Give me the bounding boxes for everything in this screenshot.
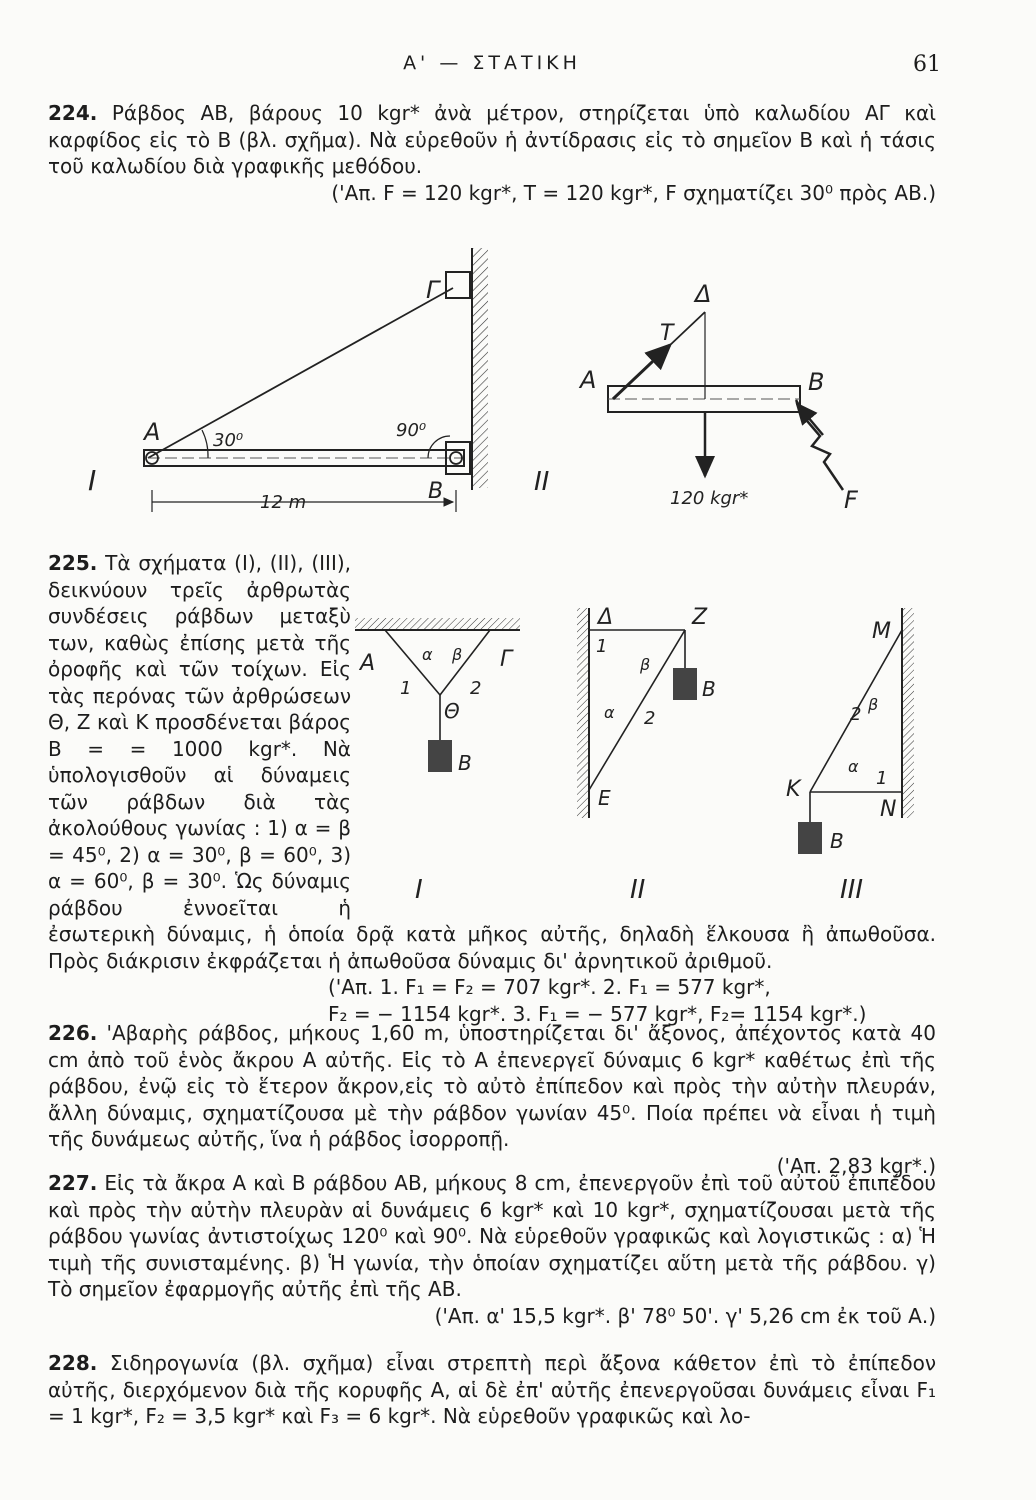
- label-weight: 120 kgr*: [670, 488, 749, 509]
- label-a: A: [144, 418, 161, 446]
- label-m-3: M: [872, 619, 891, 644]
- wall: [472, 248, 488, 488]
- figure-224: [48, 240, 948, 540]
- label-b-fbd: B: [808, 368, 825, 396]
- label-delta-2: Δ: [598, 605, 614, 630]
- label-length: 12 m: [260, 492, 307, 513]
- label-n-3: N: [880, 797, 897, 822]
- label-angle-30: 30⁰: [213, 430, 244, 451]
- label-a-fbd: A: [580, 366, 597, 394]
- page-number: 61: [913, 52, 941, 77]
- label-two-1: 2: [470, 678, 482, 699]
- label-beta-1: β: [452, 645, 463, 664]
- label-k-3: K: [786, 777, 801, 802]
- problem-228: [48, 1350, 936, 1430]
- label-t: T: [660, 321, 674, 346]
- label-one-1: 1: [400, 678, 412, 699]
- label-roman-2: II: [630, 875, 646, 905]
- label-f: F: [844, 486, 858, 514]
- rod-1-right: [440, 630, 490, 695]
- label-zeta-2: Z: [692, 605, 708, 630]
- problem-224: [48, 100, 936, 206]
- figure-225: [340, 600, 940, 920]
- label-alpha-3: α: [848, 757, 859, 776]
- label-b-1: B: [458, 751, 472, 775]
- label-b-3: B: [830, 829, 844, 853]
- problem-number: 227.: [48, 1171, 98, 1195]
- page-header: [48, 52, 941, 82]
- label-two-3: 2: [850, 704, 862, 725]
- problem-answer-2: F₂ = − 1154 kgr*. 3. F₁ = − 577 kgr*, F₂= 1154 kgr*.): [328, 1001, 867, 1026]
- label-g-1: Γ: [500, 647, 513, 672]
- label-beta-2: β: [640, 655, 651, 674]
- label-roman-3: III: [840, 875, 864, 905]
- problem-number: 226.: [48, 1021, 98, 1045]
- problem-number: 224.: [48, 101, 98, 125]
- problem-number: 228.: [48, 1351, 98, 1375]
- problem-answer-1: ('Απ. 1. F₁ = F₂ = 707 kgr*. 2. F₁ = 577 kgr*,: [328, 975, 771, 999]
- problem-text: Τὰ σχήματα (Ι), (ΙΙ), (ΙΙΙ), δεικνύουν τρεῖς ἀρθρωτὰς συνδέσεις ράβδων μεταξὺ των, καθὼς ἐπίσης μετὰ τῆς ὀροφῆς καὶ τῶν τοίχων. Εἰς τὰς περόνας τῶν ἀρθρώσεων Θ, Ζ καὶ Κ προσδένεται βάρος Β = = 1000 kgr*. Νὰ ὑπολογισθοῦν αἱ δύναμεις τῶν ράβδων διὰ τὰς ἀκολούθους γωνίας : 1) α = β = 45⁰, 2) α = 30⁰, β = 60⁰, 3) α = 60⁰, β = 30⁰. Ὡς δύναμις ράβδου ἐννοεῖται ἡ ἐσωτερικὴ δύναμις, ἡ ὁποία δρᾷ κατὰ μῆκος αὐτῆς, δηλαδὴ ἕλκουσα ἢ ἀπωθοῦσα. Πρὸς διάκρισιν ἐκφράζεται ἡ ἀπωθοῦσα δύναμις δι' ἀρνητικοῦ ἀριθμοῦ.: [48, 551, 936, 973]
- label-two-2: 2: [644, 708, 656, 729]
- problem-answer: ('Απ. 2,83 kgr*.): [776, 1153, 936, 1178]
- wall-2: [577, 608, 589, 818]
- label-one-2: 1: [596, 636, 608, 657]
- problem-text: Εἰς τὰ ἄκρα Α καὶ Β ράβδου ΑΒ, μήκους 8 cm, ἐπενεργοῦν ἐπὶ τοῦ αὐτοῦ ἐπιπέδου καὶ πρὸς τὴν αὐτὴν πλευρὰν αἱ δυνάμεις 6 kgr* καὶ 10 kgr*, σχηματίζουσαι μετὰ τῆς ράβδου γωνίας ἀντιστοίχως 120⁰ καὶ 90⁰. Νὰ εὑρεθοῦν γραφικῶς καὶ λογιστικῶς : α) Ἡ τιμὴ τῆς συνισταμένης. β) Ἡ γωνία, τὴν ὁποίαν σχηματίζει αὕτη μετὰ τῆς ράβδου. γ) Τὸ σημεῖον ἐφαρμογῆς αὐτῆς ἐπὶ τῆς ΑΒ.: [48, 1171, 936, 1301]
- label-alpha-1: α: [422, 645, 433, 664]
- label-delta: Δ: [695, 280, 712, 308]
- label-roman-1: I: [415, 875, 423, 905]
- wall-3: [902, 608, 914, 818]
- problem-text: 'Αβαρὴς ράβδος, μήκους 1,60 m, ὑποστηρίζεται δι' ἄξονος, ἀπέχοντος κατὰ 40 cm ἀπὸ τοῦ ἑνὸς ἄκρου Α αὐτῆς. Εἰς τὸ Α ἐπενεργεῖ δύναμις 6 kgr* καθέτως ἐπὶ τῆς ράβδου, ἐνῷ εἰς τὸ ἕτερον ἄκρον,εἰς τὸ αὐτὸ ἐπίπεδον καὶ πρὸς τὴν αὐτὴν πλευράν, ἄλλη δύναμις, σχηματίζουσα μὲ τὴν ράβδον γωνίαν 45⁰. Ποία πρέπει νὰ εἶναι ἡ τιμὴ τῆς δυνάμεως αὐτῆς, ἵνα ἡ ράβδος ἰσορροπῇ.: [48, 1021, 937, 1151]
- label-alpha-2: α: [604, 703, 615, 722]
- label-epsilon-2: E: [598, 786, 611, 810]
- problem-227: [48, 1170, 936, 1329]
- label-angle-90: 90⁰: [396, 420, 427, 441]
- problem-226: [48, 1020, 936, 1179]
- force-f-arrow: [797, 404, 823, 435]
- weight-3: [798, 822, 822, 854]
- label-roman-2: II: [534, 467, 550, 497]
- label-roman-1: I: [88, 464, 97, 497]
- label-beta-3: β: [868, 695, 879, 714]
- problem-answer: ('Απ. α' 15,5 kgr*. β' 78⁰ 50'. γ' 5,26 cm ἐκ τοῦ Α.): [434, 1303, 936, 1328]
- tension-arrow: [613, 345, 670, 399]
- problem-text: Σιδηρογωνία (βλ. σχῆμα) εἶναι στρεπτὴ περὶ ἄξονα κάθετον ἐπὶ τὸ ἐπίπεδον αὐτῆς, διερχόμενον διὰ τῆς κορυφῆς Α, αἱ δὲ ἐπ' αὐτῆς ἐπενεργοῦσαι δυνάμεις εἶναι F₁ = 1 kgr*, F₂ = 3,5 kgr* καὶ F₃ = 6 kgr*. Νὰ εὑρεθοῦν γραφικῶς καὶ λο-: [48, 1351, 937, 1428]
- problem-text: Ράβδος ΑΒ, βάρους 10 kgr* ἀνὰ μέτρον, στηρίζεται ὑπὸ καλωδίου ΑΓ καὶ καρφίδος εἰς τὸ Β (βλ. σχῆμα). Νὰ εὑρεθοῦν ἡ ἀντίδρασις εἰς τὸ σημεῖον Β καὶ ἡ τάσις τοῦ καλωδίου διὰ γραφικῆς μεθόδου.: [48, 101, 936, 178]
- problem-number: 225.: [48, 551, 98, 575]
- bracket-top: [446, 272, 470, 298]
- label-b-2: B: [702, 677, 716, 701]
- label-gamma: Γ: [426, 276, 440, 304]
- angle-30-arc: [202, 430, 208, 458]
- label-b: B: [428, 479, 444, 504]
- weight-1: [428, 740, 452, 772]
- ceiling-1: [355, 618, 520, 630]
- label-a-1: A: [360, 651, 376, 676]
- problem-answer: ('Απ. F = 120 kgr*, T = 120 kgr*, F σχηματίζει 30⁰ πρὸς ΑΒ.): [331, 180, 936, 205]
- label-one-3: 1: [876, 768, 888, 789]
- label-theta-1: Θ: [444, 699, 460, 723]
- force-f-spring: [796, 400, 843, 490]
- running-title: Α' — ΣΤΑΤΙΚΗ: [403, 52, 581, 74]
- weight-2: [673, 668, 697, 700]
